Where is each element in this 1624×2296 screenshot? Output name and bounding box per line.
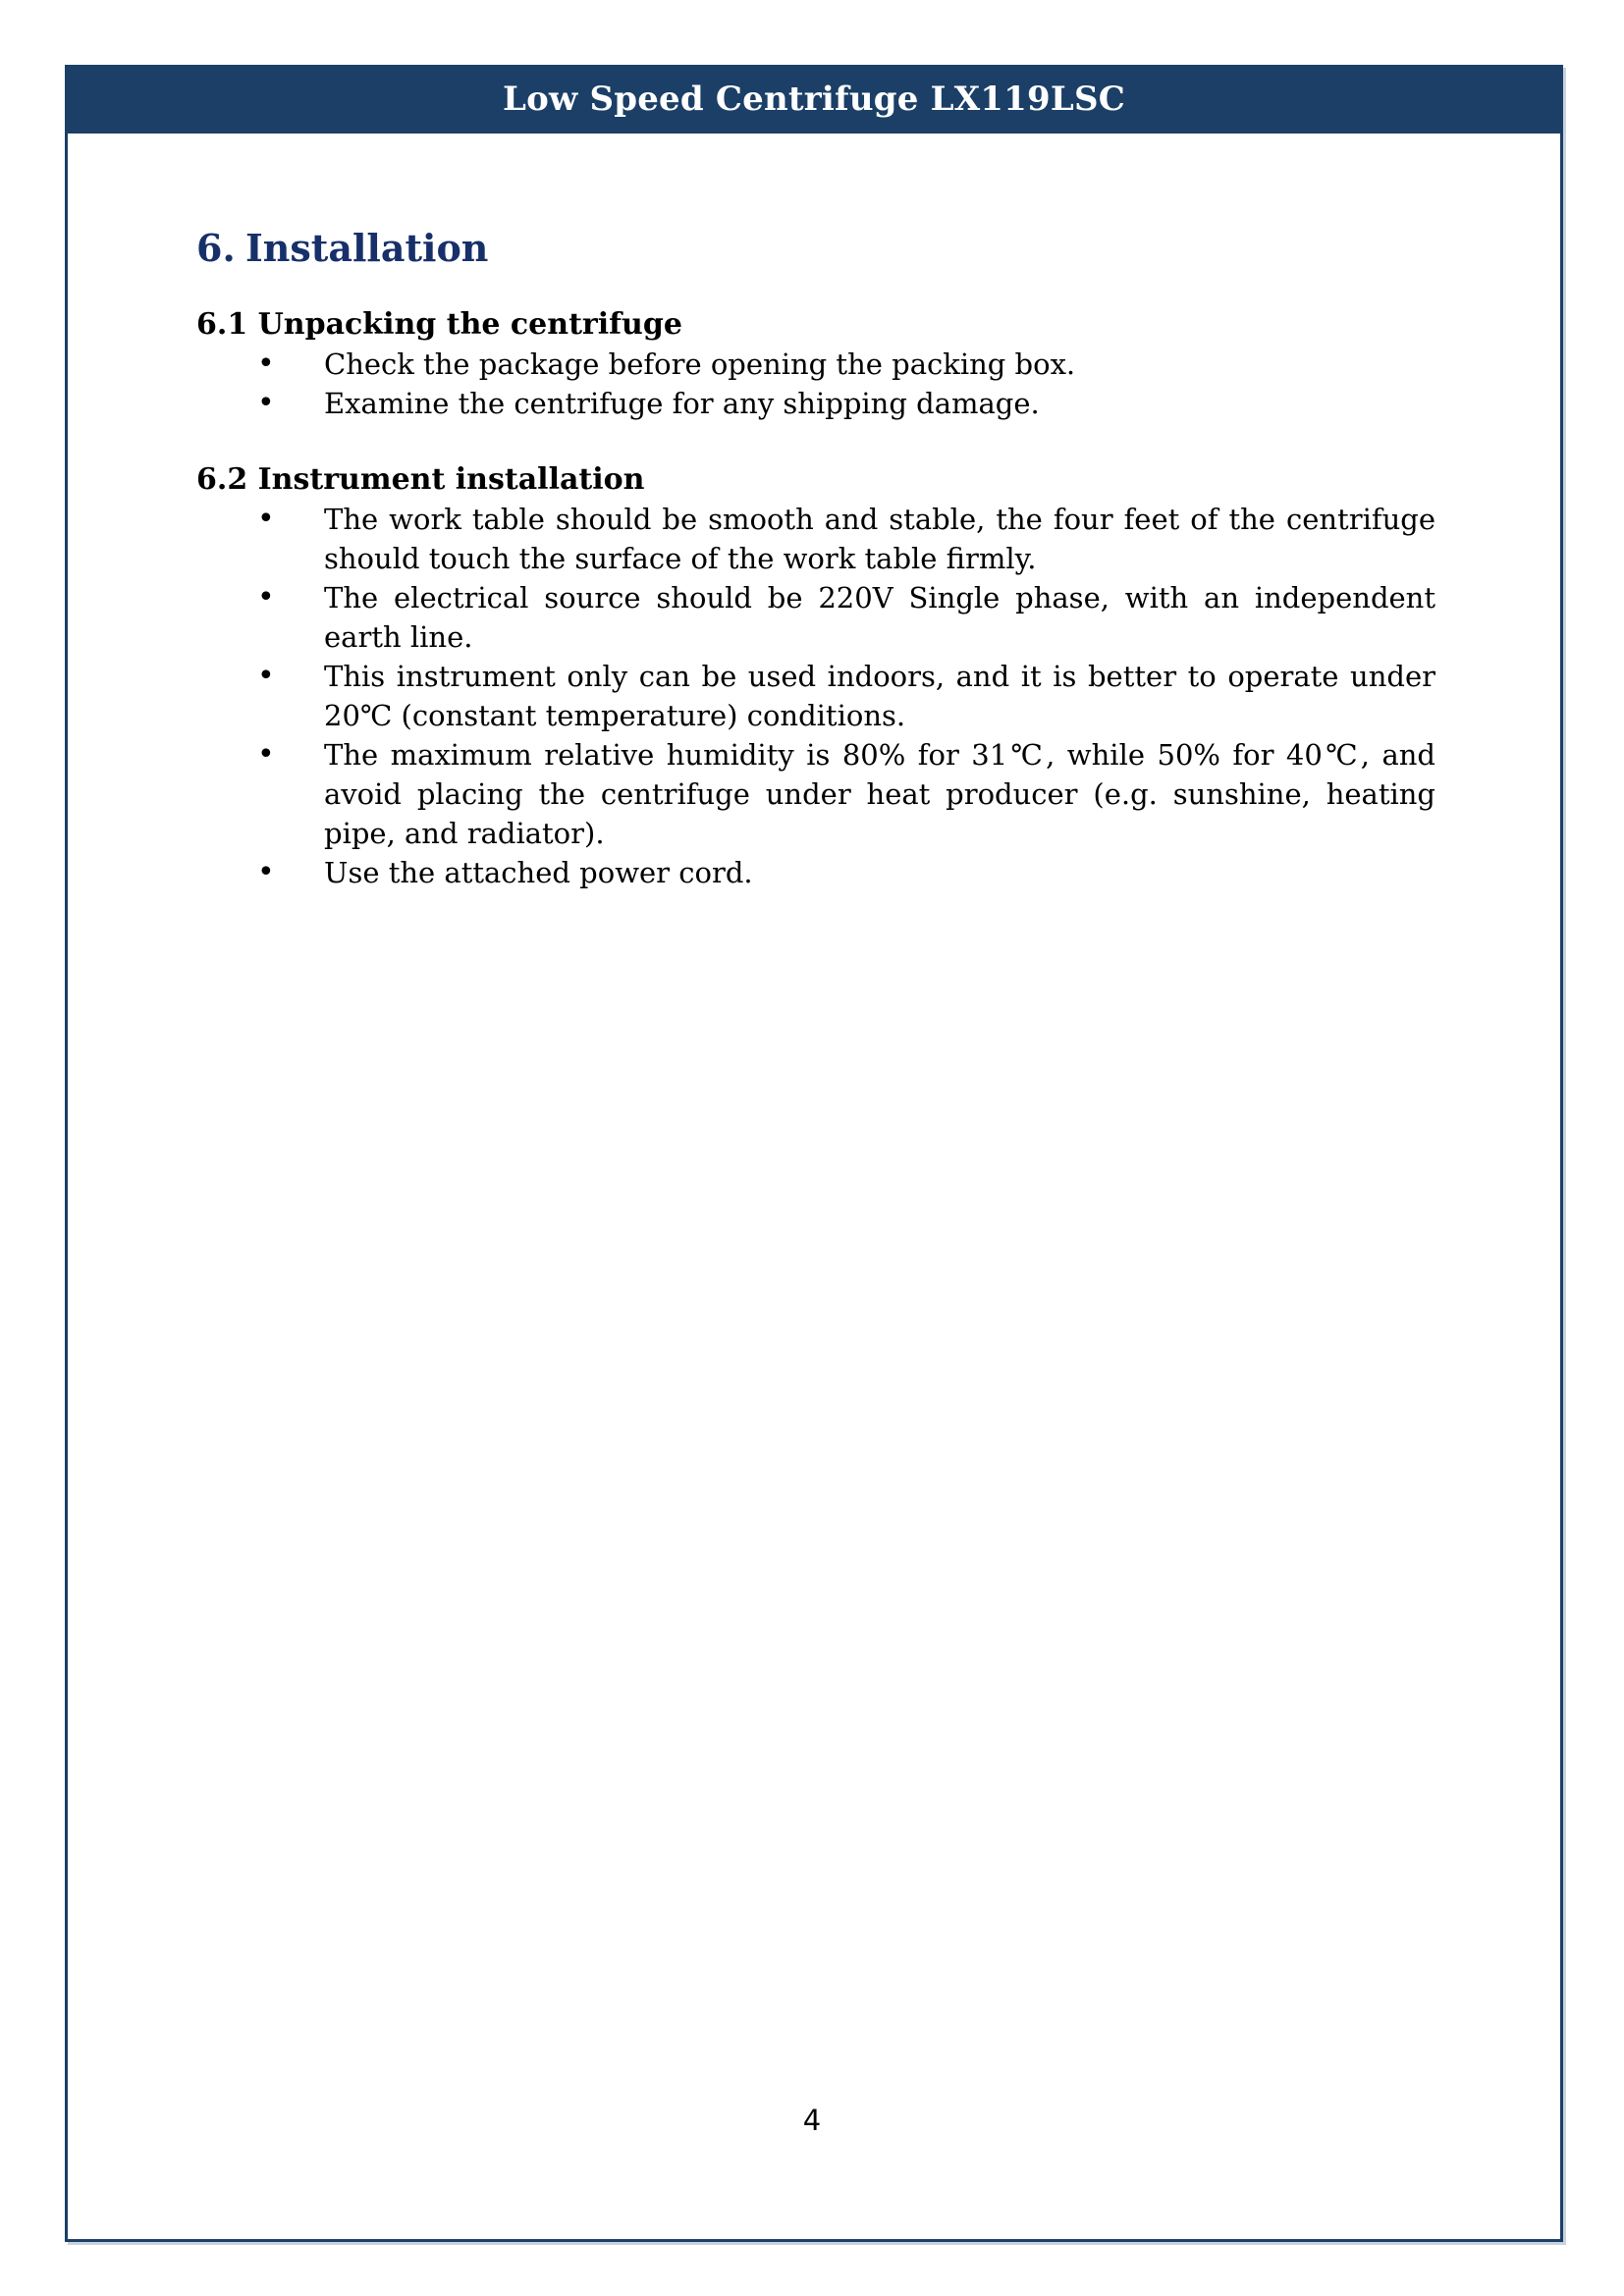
bullet-icon: • <box>257 855 275 889</box>
list-item: • This instrument only can be used indoors, and it is better to operate under 20℃ (constant temperature) conditions. <box>257 659 1435 732</box>
bullet-icon: • <box>257 347 275 381</box>
section-heading <box>196 226 1435 270</box>
subsection-title: 6.2 Instrument installation <box>196 462 645 497</box>
list-item: • Use the attached power cord. <box>196 853 1435 892</box>
section-title: Installation <box>245 226 489 270</box>
bullet-icon: • <box>257 386 275 420</box>
bullet-icon: • <box>257 580 275 614</box>
list-item: • The electrical source should be 220V Single phase, with an independent earth line. <box>257 580 1435 654</box>
bullet-icon: • <box>257 502 275 536</box>
subsection-title: 6.1 Unpacking the centrifuge <box>196 307 682 342</box>
bullet-list <box>196 345 1435 423</box>
section-number: 6. <box>196 226 236 270</box>
document-header <box>65 65 1563 133</box>
list-item: • The maximum relative humidity is 80% for 31℃, while 50% for 40℃, and avoid placing the centrifuge under heat producer (e.g. sunshine, heating pipe, and radiator). <box>257 737 1435 850</box>
subsection-unpacking <box>196 305 1435 423</box>
subsection-installation <box>196 460 1435 892</box>
list-item: • Check the package before opening the packing box. <box>196 345 1435 384</box>
bullet-list <box>196 500 1435 892</box>
page-number: 4 <box>802 2104 822 2137</box>
list-item: • Examine the centrifuge for any shipping damage. <box>196 384 1435 423</box>
bullet-icon: • <box>257 659 275 693</box>
list-item: • The work table should be smooth and stable, the four feet of the centrifuge should touch the surface of the work table firmly. <box>257 502 1435 575</box>
bullet-icon: • <box>257 737 275 772</box>
page-content <box>196 226 1435 892</box>
document-title: Low Speed Centrifuge LX119LSC <box>502 80 1125 119</box>
